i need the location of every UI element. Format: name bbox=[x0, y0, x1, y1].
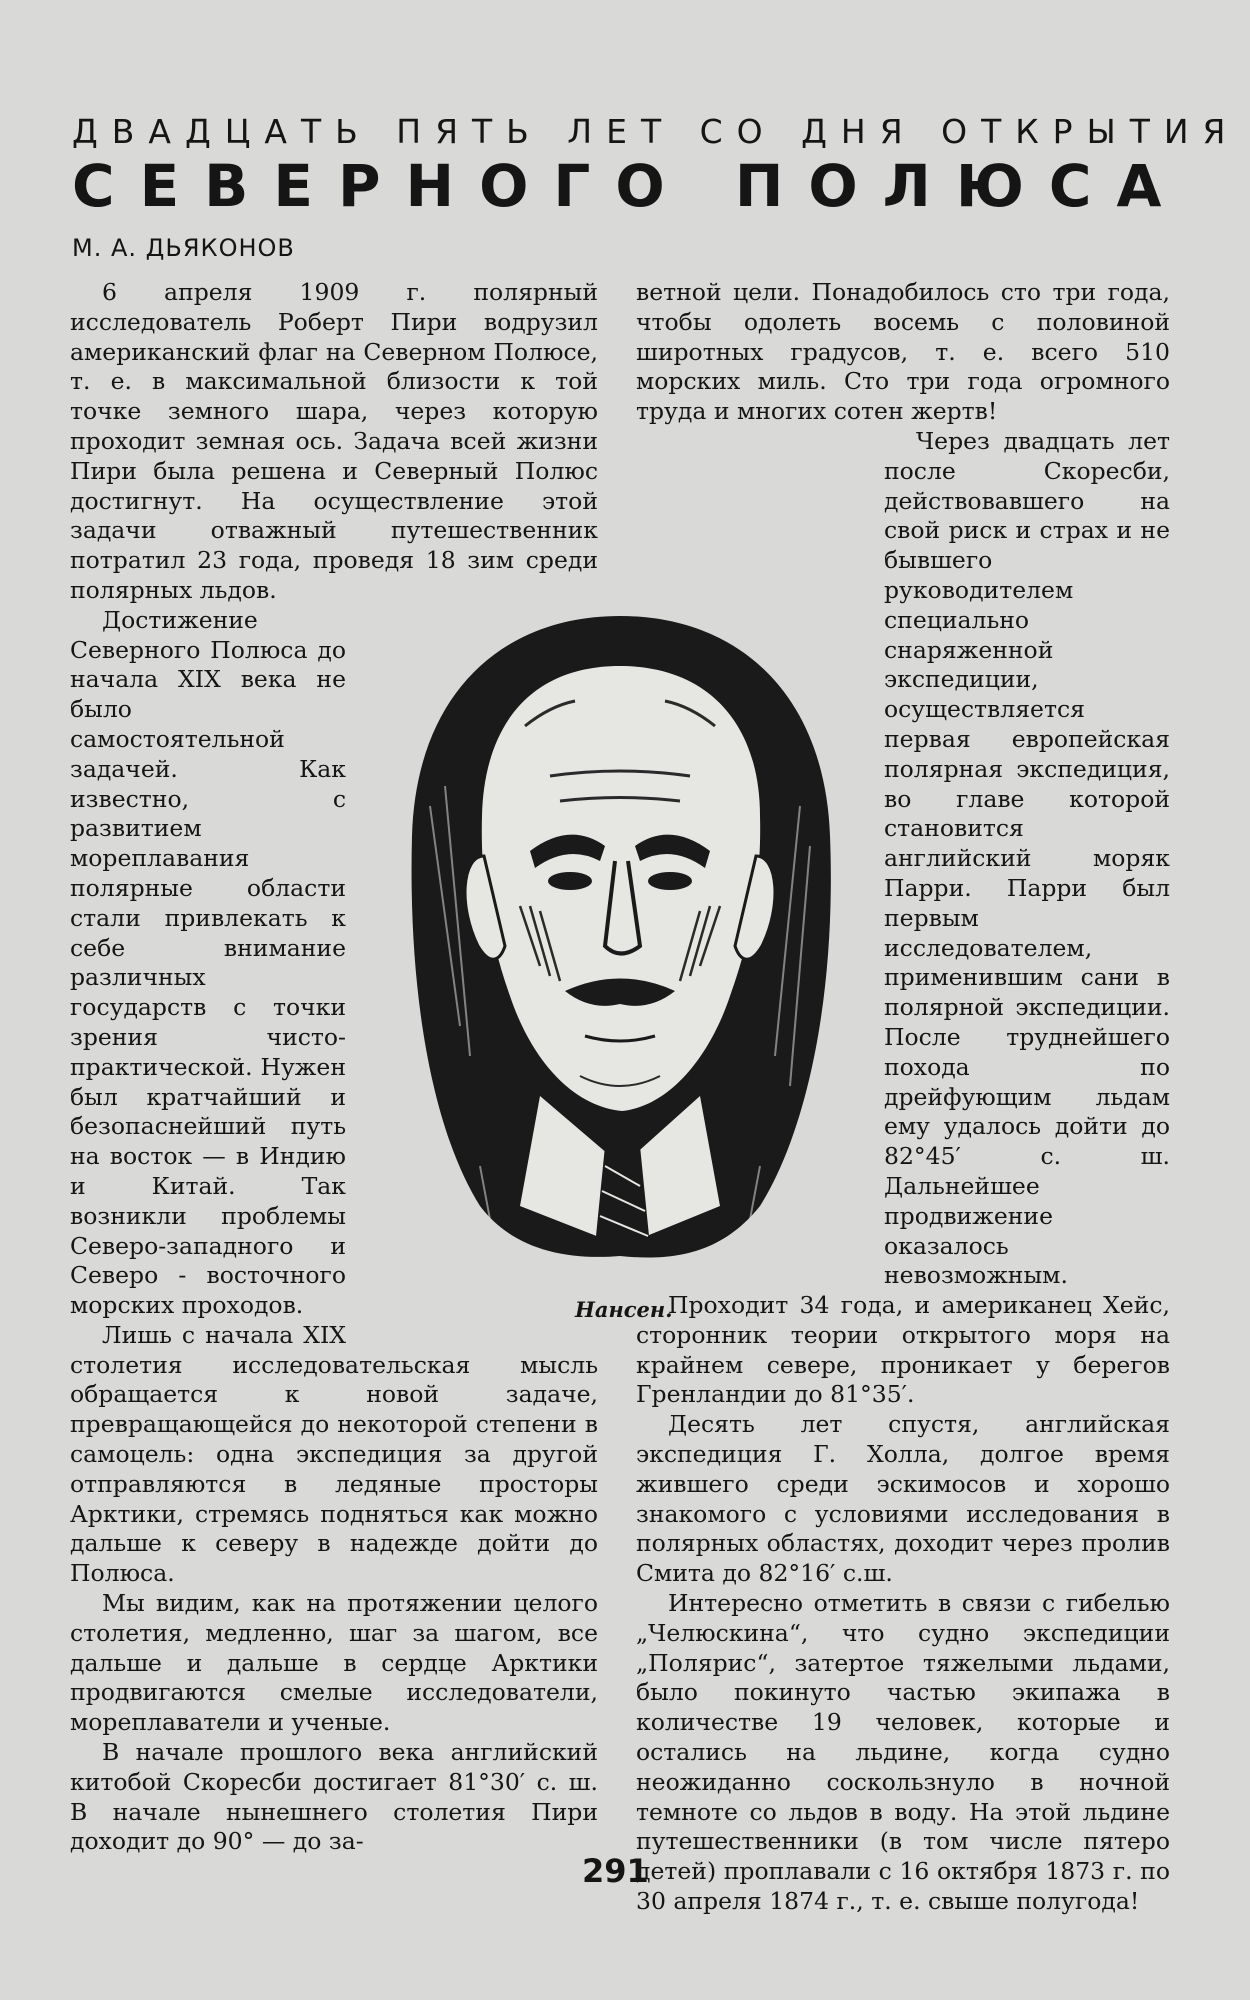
right-paragraph-4: Десять лет спустя, английская экспедиция Г. Холла, долгое время жившего среди эскимосов и хорошо знакомого с условиями исследования в полярных областях, доходит через пролив Смита до 82°16′ с.ш. bbox=[636, 1410, 1170, 1588]
right-paragraph-3: Проходит 34 года, и американец Хейс, сторонник теории открытого моря на крайнем севере, проникает у берегов Гренландии до 81°35′. bbox=[636, 1291, 1170, 1409]
page-number: 291 bbox=[582, 1852, 649, 1890]
portrait-caption: Нансен. bbox=[575, 1297, 673, 1322]
nansen-portrait bbox=[400, 606, 840, 1266]
left-paragraph-4: Мы видим, как на протяжении целого столетия, медленно, шаг за шагом, все дальше и дальше в сердце Арктики продвигаются смелые исследователи, мореплаватели и ученые. bbox=[70, 1589, 598, 1737]
left-paragraph-5: В начале прошлого века английский китобой Скоресби достигает 81°30′ с. ш. В начале нынешнего столетия Пири доходит до 90° — до за- bbox=[70, 1738, 598, 1856]
right-paragraph-1: ветной цели. Понадобилось сто три года, чтобы одолеть восемь с половиной широтных градусов, т. е. всего 510 морских миль. Сто три года огромного труда и многих сотен жертв! bbox=[636, 278, 1170, 426]
left-paragraph-1: 6 апреля 1909 г. полярный исследователь Роберт Пири водрузил американский флаг на Северном Полюсе, т. е. в максимальной близости к той точке земного шара, через которую проходит земная ось. Задача всей жизни Пири была решена и Северный Полюс достигнут. На осуществление этой задачи отважный путешественник потратил 23 года, проведя 18 зим среди полярных льдов. bbox=[70, 278, 598, 604]
article-kicker: ДВАДЦАТЬ ПЯТЬ ЛЕТ СО ДНЯ ОТКРЫТИЯ bbox=[72, 112, 1240, 151]
left-paragraph-3: Лишь с начала XIX столетия исследовательская мысль обращается к новой задаче, превращающейся до некоторой степени в самоцель: одна экспедиция за другой отправляются в ледяные просторы Арктики, стремясь подняться как можно дальше к северу в надежде дойти до Полюса. bbox=[70, 1320, 598, 1588]
right-paragraph-5: Интересно отметить в связи с гибелью „Челюскина“, что судно экспедиции „Полярис“, затертое тяжелыми льдами, было покинуто частью экипажа в количестве 19 человек, которые и остались на льдине, когда судно неожиданно соскользнуло в ночной темноте со льдов в воду. На этой льдине путешественники (в том числе пятеро детей) проплавали с 16 октября 1873 г. по 30 апреля 1874 г., т. е. свыше полугода! bbox=[636, 1589, 1170, 1916]
article-headline: СЕВЕРНОГО ПОЛЮСА bbox=[72, 152, 1187, 220]
right-paragraph-2: Через двадцать лет после Скоресби, действовавшего на свой риск и страх и не бывшего руководителем специально снаряженной экспедиции, осуществляется первая европейская полярная экспедиция, во главе которой становится английский моряк Парри. Парри был первым исследователем, применившим сани в полярной экспедиции. После труднейшего похода по дрейфующим льдам ему удалось дойти до 82°45′ с. ш. Дальнейшее продвижение оказалось невозможным. bbox=[884, 426, 1170, 1290]
left-paragraph-2: Достижение Северного Полюса до начала XIX века не было самостоятельной задачей. Как известно, с развитием мореплавания полярные области стали привлекать к себе внимание различных государств с точки зрения чисто-практической. Нужен был кратчайший и безопаснейший путь на восток — в Индию и Китай. Так возникли проблемы Северо-западного и Северо - восточного морских проходов. bbox=[70, 605, 346, 1320]
article-author: М. А. ДЬЯКОНОВ bbox=[72, 234, 295, 262]
